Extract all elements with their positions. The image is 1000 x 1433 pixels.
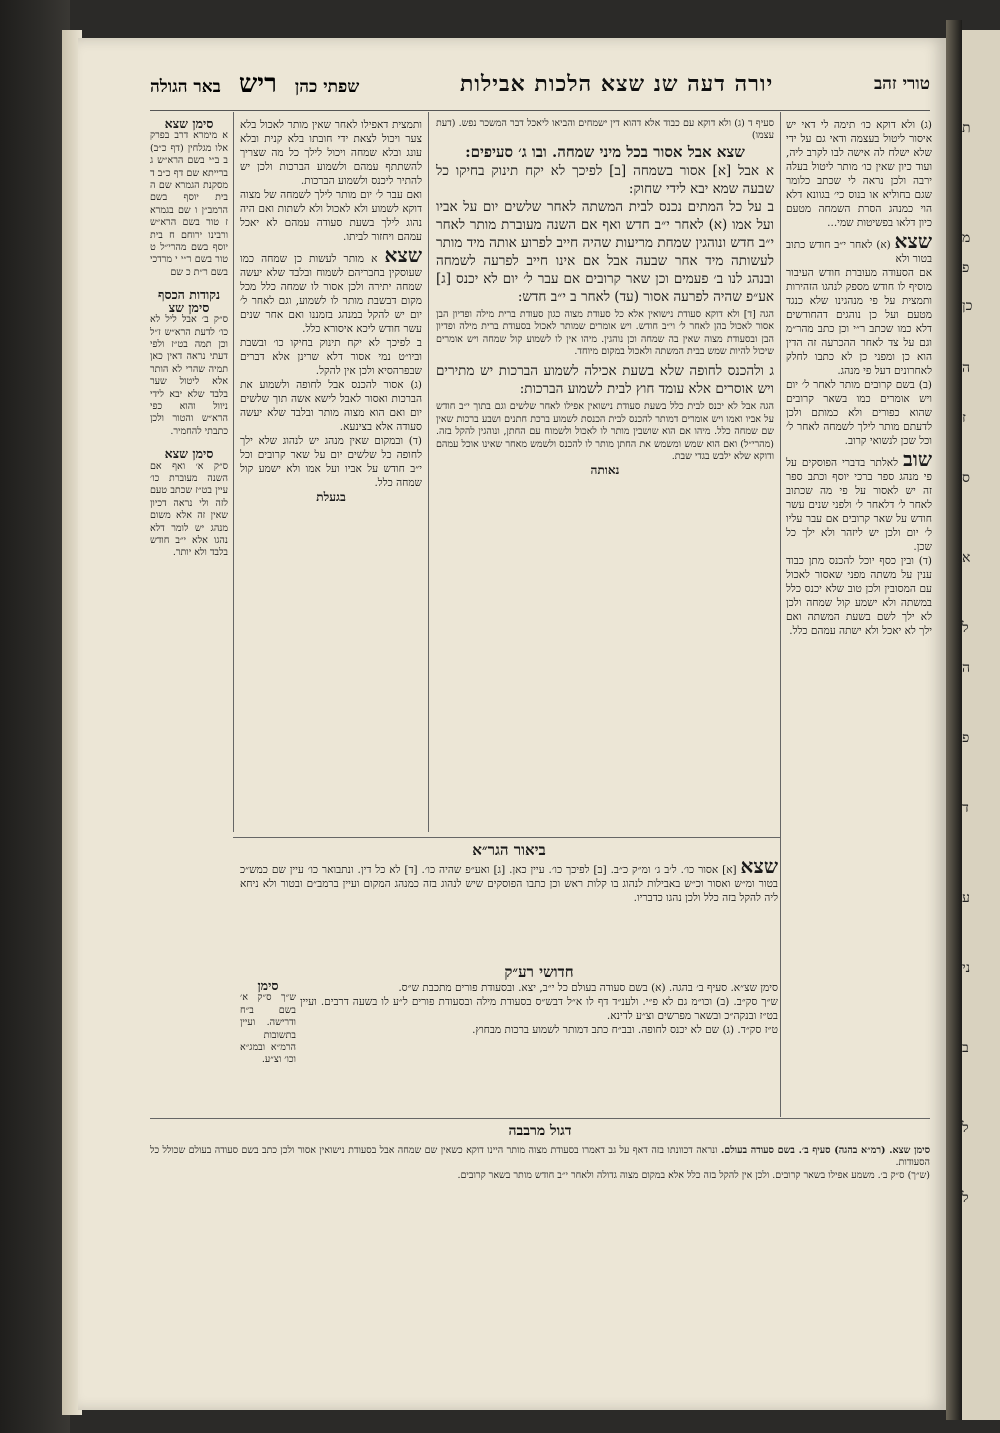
rabbi-akiva-section [300,965,778,1115]
taz-note-d: (ד) ובין כסף יוכל להכנס מתן כבוד ענין על משתה מפני שאסור לאכול עם המסובין ולכן טוב שלא יכנס כלל במשתה ולא ישמע קול שמחה ולכן לא ילך לשם בשעת המשתה ואם ילך לא יאכל ולא ישתה עמהם כלל. [786,555,932,637]
taz-note-c: לאלתר בדברי הפוסקים על פי מנהג ספר ברכי יוסף וכתב ספר זה יש לאסור על פי מה שכתוב לאחר ל׳ דלאחר ל׳ ולפני שנים עשר חודש על שאר קרובים אם עבר עליו ל׳ יום ולכן יש ליזהר ולא ילך כל שכן. [786,457,932,553]
next-page-strip [962,30,1000,1420]
taz-shuv-lead: שוב [903,447,932,471]
header-main-title: יורה דעה שנ שצא הלכות אבילות [459,71,774,97]
biur-hagra-lead: שצא [740,854,778,878]
main-text-column [436,118,774,833]
shach-note-d: (ד) ובמקום שאין מנהג יש לנהוג שלא ילך לחופה כל שלשים יום על שאר קרובים וכל י״ב חודש על אביו ועל אמו ולא ישמע קול שמחה כלל. [240,435,422,489]
rabbi-akiva-text: ש״ך סק״ב. (ב) וכו״מ גם לא פ״י. ולענ״ד דף לו א״ל דבש״ס בסעודת מילה ובסעודת פורים ל״ע לו בשעה דרבים. ועיין בט״ז ובנקה״כ ובשאר מפרשים וצ״ע לדינא. [300,996,778,1022]
next-page-fragment: ד [962,800,969,816]
column-divider [428,112,429,832]
section-divider [233,837,780,838]
next-page-fragment: מ [962,230,971,246]
next-page-fragment: ל [962,1120,969,1136]
shach-para-2: ואם עבר ל׳ יום מותר לילך לשמחה של מצוה דוקא לשמוע ולא לאכול ולא לשתות ואם היה נהוג לילך בשעת סעודה עמהם לא יאכל עמהם ויחזור לביתו. [240,189,422,243]
main-section-heading: שצא אבל אסור בכל מיני שמחה. ובו ג׳ סעיפים: [465,142,745,161]
dagul-merevava-text: ונראה דכוונתו בזה דאף על גב דאמרו בסעודת מצוה מותר היינו דוקא כשאין שם שמחה אבל בסעודת נישואין אסור ולכן כתב בשם סעודה בעולם שכולל כל הסעודות. [150,1145,930,1169]
nekudot-hakesef-title: נקודות הכסף [157,287,221,303]
shach-closing-word: בגעלת [316,490,346,504]
taz-note-a: (א) לאחר י״ב חודש כתוב בטור ולא [786,239,932,265]
rabbi-akiva-lead: סימן שצ״א. סעיף ב׳ בהגה. (א) בשם סעודה בעולם כל י״ב, יצא. ובסעודת פורים מתכבת ש״ס. [398,982,778,994]
beer-hagolah-siman2-title: סימן שצא [164,446,214,462]
shach-note-b: ב לפיכך לא יקח תינוק בחיקו כו׳ ובשבת וביו״ט נמי אסור דלא שרינן אלא דברים שבפרהסיא ולכן אין להקל. [240,337,422,377]
header-shach-title: שפתי כהן [294,77,360,97]
header-beer-hagolah-title: באר הגולה [150,77,221,97]
main-bottom-note: נאותה [590,463,620,478]
next-page-fragment: ני [962,960,971,976]
shach-note-a: א מותר לעשות כן שמחה כמו שעוסקין בחבריהם לשמוח ובלבד שלא יעשה שמחה יתירה ולכן אסור לו שמחה כלל מכל מקום דבשבת מותר לו לשמוע, וגם לאחר ל׳ יום יש להקל במנהג בזמננו ואם אחר שנים עשר חודש ליכא איסורא כלל. [240,253,422,335]
next-page-fragment: כן [962,298,973,314]
nekudot-hakesef-text: ס״ק ב׳ אבל ליל לא כו׳ לדעת הרא״ש ז״ל וכן תמה בט״ז ולפי דעתי נראה דאין כאן תמיה שהרי לא הותר אלא ליטול שער בלבד שלא יבא לידי ניוול והוא כפי הרא״ש והטור ולכן כתבתי להחמיר. [150,314,228,437]
main-seif-gimel: ג ולהכנס לחופה שלא בשעת אכילה לשמוע הברכות יש מתירים ויש אוסרים אלא עומד חוץ לבית לשמוע הברכות: [436,363,774,398]
next-page-fragment: ת [962,120,971,136]
taz-siman-lead: שצא [894,229,932,253]
header-left-group [150,69,359,99]
taz-note-b: (ב) בשם קרובים מותר לאחר ל׳ יום ויש אומרים כמו בשאר קרובים שהוא כפורים ולא כמותם ולכן לדעתם מותר לילך לשמחה לאחר ל׳ וכל שכן לנשואי קרוב. [786,379,932,447]
next-page-fragment: א [962,550,971,566]
biur-hagra-section [240,843,778,963]
main-hagah-bet: הגה [ד] ולא דוקא סעודת נישואין אלא כל סעודת מצוה כגון סעודת ברית מילה ופדיון הבן אסור לאכול בהן לאחר ל׳ וי״ב חודש. ויש אומרים שמותר לאכול בסעודת ברית מילה ופדיון הבן ובסעודת מצוה שאין בה שמחה וכן נוהגין. מיהו אין לו לשמוע קול שמחה ויש אומרים שיכול להיות שמש בבית המשתה ולאכול במקום מיוחד. [436,308,774,358]
main-seif-alef: א אבל [א] אסור בשמחה [ב] לפיכך לא יקח תינוק בחיקו כל שבעה שמא יבא לידי שחוק: [436,162,774,197]
main-top-remark: סעיף ד (ג) ולא דוקא עם כבוד אלא דהוא דין ישמחים והביאו ליאכל דבר המשכר נפש. (דעת עצמו) [436,118,774,142]
beer-hagolah-siman-title: סימן שצא [164,118,214,131]
shach-note-c: (ג) אסור להכנס אבל לחופה ולשמוע את הברכות ואסור לאבל לישא אשה תוך שלשים יום ואם הוא מצוה מותר ובלבד שלא יעשה סעודה אלא בצינעא. [240,379,422,433]
dagul-merevava-title: דגול מרבבה [508,1123,572,1139]
rabbi-akiva-sidebar-title: סימן [257,980,279,993]
book-spine [946,20,962,1420]
beer-hagolah-siman2-text: ס״ק א׳ ואף אם השנה מעוברת כו׳ עיין בט״ז שכתב טעם לזה ולי נראה דכיון שאין זה אלא משום מנהג יש לומר דלא נהגו אלא י״ב חודש בלבד ולא יותר. [150,460,228,559]
rabbi-akiva-title: חדושי רע״ק [504,965,574,981]
dagul-merevava-shach: (ש״ך) ס״ק ב׳. משמע אפילו בשאר קרובים. ולכן אין להקל בזה כלל אלא במקום מצוה גדולה ולאחר י״ב חודש מותר בשאר קרובים. [457,1169,930,1181]
next-page-fragment: פ [962,260,970,276]
header-rule [150,110,930,111]
next-page-fragment: ה [962,660,971,676]
section-divider [150,1118,930,1119]
beer-hagolah-column [150,118,228,1118]
column-divider [233,112,234,832]
next-page-fragment: ס [962,470,970,486]
header-taz-title: טורי זהב [873,74,930,94]
next-page-fragment: ל [962,620,969,636]
dagul-merevava-section [150,1145,930,1225]
next-page-fragment: פ [962,730,970,746]
shach-para-1: ותמצית דאפילו לאחר שאין מותר לאכול בלא צער ויכול לצאת ידי חובתו בלא קנית ובלא עונג ובלא שמחה ויכול לילך כל מה שצריך להשתתף עמהם ולשמוע הברכות ולכן יש להתיר ליכנס ולשמוע הברכות. [240,119,422,187]
dagul-merevava-siman: סימן שצא. (רמ״א בהגה) סעיף ב׳. בשם סעודה בעולם. [720,1145,930,1156]
shach-column [240,118,422,830]
taz-body: אם הסעודה מעוברת חודש העיבור מוסיף לו חודש מספק לנהגו הזהירות ותמצית על פי מנהגינו שלא כנגד מטעם ועל כן נוהגים דהחודשים דלא כמו שכתב ר״י וכן כתב מהר״מ וגם על צד לאחר ההכרעה זה הדין הוא כן ומפני כן לא כתבו לחלק לאחרונים דעל פי מנהג. [786,267,932,377]
header-folio-number: ריש [238,69,277,99]
biur-hagra-text: [א] אסור כו׳. ל׳ב ג׳ ומ״ק כ״ב. [ב] לפיכך כו׳. עיין כאן. [ג] ואע״פ שהיה כו׳. [ד] לא כל דין. ונתבואר כו׳ עיין שם כמש״כ בטור ומ״ש ואסור וכ״ש באבילות לנהוג בו קלות ראש וכן כתבו הפוסקים שיש לנהוג בזה כמנהג המקום ועיין ברמב״ם ובטור ולא ניחא ליה להקל בזה כלל ולכן נהגו כדבריו. [240,864,778,904]
shach-siman-lead: שצא [384,243,422,267]
next-page-fragment: ל [962,1190,969,1206]
biur-hagra-title: ביאור הגר״א [472,843,546,859]
next-page-fragment: ז [962,410,966,426]
rabbi-akiva-sidebar-text: ש״ך ס״ק א׳ בשם ב״ח ודרישה. ועיין בתשובות הרמ״א ובמג״א וכו׳ וצ״ע. [240,992,296,1066]
nekudot-hakesef-siman: סימן שצ [168,299,210,315]
main-hagah-gimel: הגה אבל לא יכנס לבית כלל בשעת סעודת נישואין אפילו לאחר שלשים וגם בתוך י״ב חודש על אביו ואמו ויש אומרים דמותר להכנס לבית הכנסת לשמוע ברכת חתנים ושבע ברכות שאין שם שמחה כלל. מיהו אם הוא שושבין מותר לו לאכול ולשמוח עם החתן, ונוהגין להקל בזה. (מהרי״ל) ואם הוא שמש ומשמש את החתן מותר לו להכנס ולשמש מאחר שאינו אוכל עמהם ודוקא שלא ילבש בגדי שבת. [436,401,774,463]
rabbi-akiva-note: ט״ז סק״ד. (ג) שם לא יכנס לחופה. ובב״ח כתב דמותר לשמוע ברכות מבחוץ. [472,1024,778,1036]
next-page-fragment: ב [962,1040,969,1056]
next-page-fragment: ה [962,360,971,376]
column-divider [780,112,781,1117]
taz-column [786,118,932,1113]
rabbi-akiva-sidebar [240,980,296,1115]
beer-hagolah-text: א מימרא דרב בפרק אלו מגלחין (דף כ״ב) ב ב״י בשם הרא״ש ג ברייתא שם דף כ״ב ד מסקנת הגמרא שם ה בית יוסף בשם הרמב״ן ו שם בגמרא ז טור בשם הרא״ש ורבינו ירוחם ח בית יוסף בשם מהרי״ל ט טור בשם ר״י י מרדכי בשם ר״ת כ שם [150,130,228,278]
main-seif-bet: ב על כל המתים נכנס לבית המשתה לאחר שלשים יום על אביו ועל אמו (א) לאחר י״ב חדש ואף אם השנה מעוברת מותר לאחר י״ב חדש ונוהגין שמחת מריעות שהיה חייב לפרוע אותה מיד מותר לעשותה מיד אחר שבעה אבל אם אינו חייב לפרעה לשמחה ובנהג לנו ב׳ פעמים וכן שאר קרובים אם עבר ל׳ יום לא יכנס [ג] אע״פ שהיה לפרעה אסור (עד) לאחר ב י״ב חדש: [436,198,774,305]
next-page-fragment: ע [962,890,970,906]
page-header [150,60,930,108]
scan-background-left [0,0,70,1433]
taz-intro: (ג) ולא דוקא כו׳ תימה לי דאי יש איסור ליטול בעצמה ודאי גם על ידי שלא ישלח לה אישה לבו לקרב ליה, ועוד כיון שאין כו׳ מותר ליטול בעלה ירבה ולכן נראה לי שכתב כלומר שגם בחוליא או בנוס כי׳ בגוונא דלא הוי כמנהג הסרת השמחה מטעם כיון דלאו בפשיטות שמי... [786,119,932,229]
